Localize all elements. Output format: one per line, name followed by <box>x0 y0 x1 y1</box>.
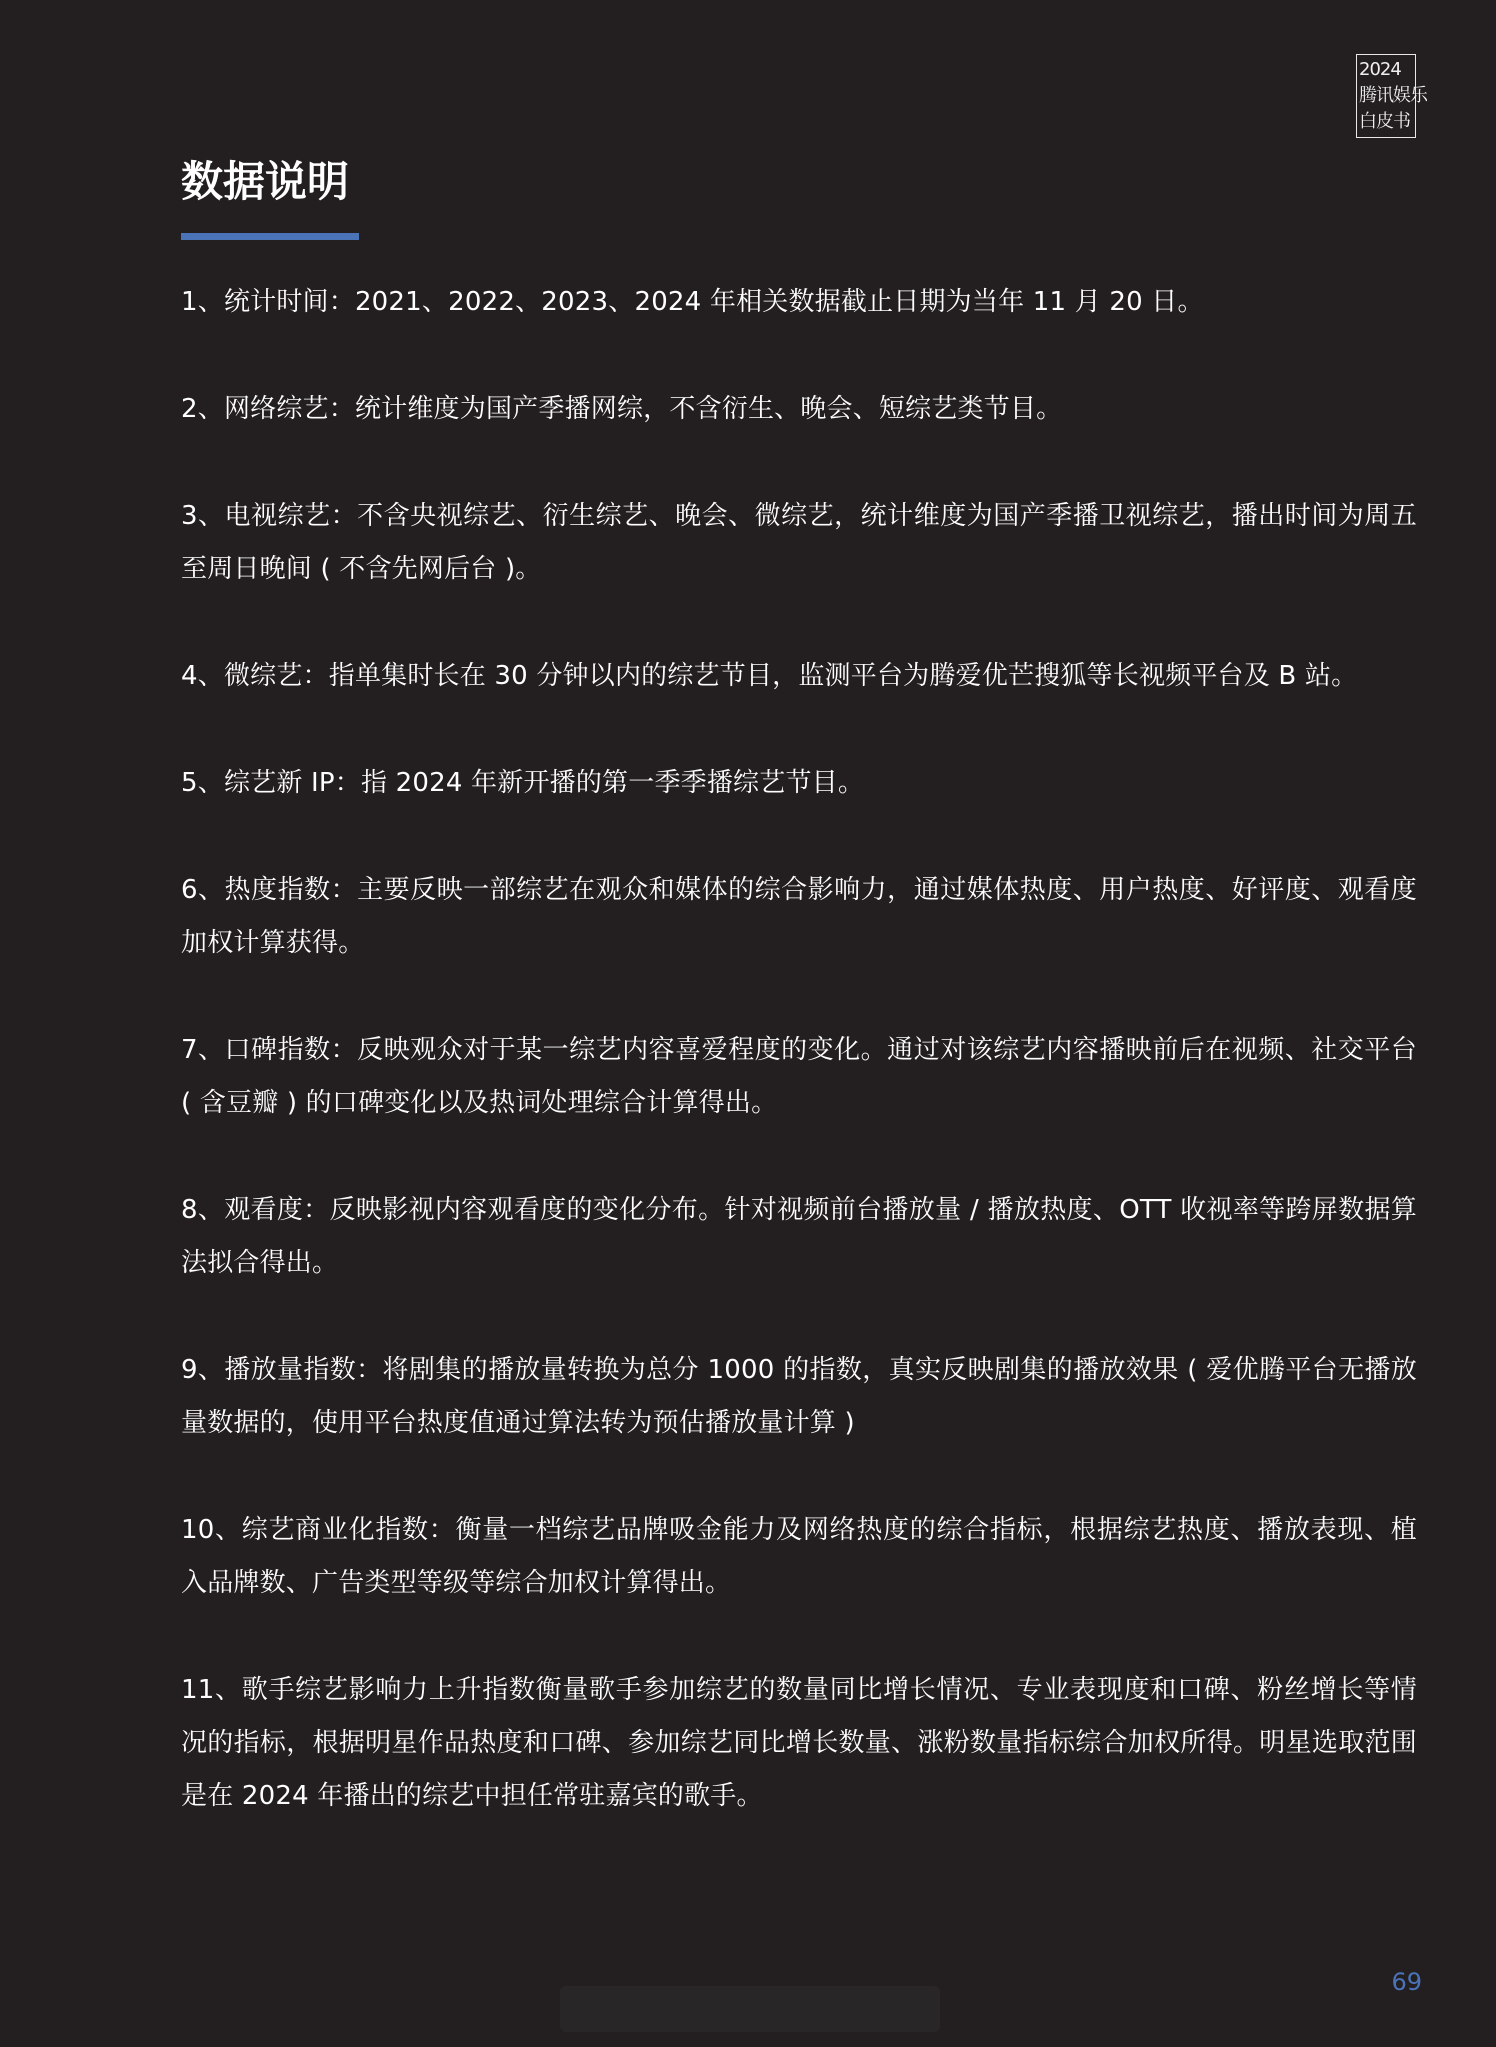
note-item-6: 6、热度指数：主要反映一部综艺在观众和媒体的综合影响力，通过媒体热度、用户热度、好评度、观看度加权计算获得。 <box>181 875 1417 958</box>
note-item-5: 5、综艺新 IP：指 2024 年新开播的第一季季播综艺节目。 <box>181 768 865 798</box>
logo-doc-type: 白皮书 <box>1359 111 1410 132</box>
note-item-10: 10、综艺商业化指数：衡量一档综艺品牌吸金能力及网络热度的综合指标，根据综艺热度、播放表现、植入品牌数、广告类型等级等综合加权计算得出。 <box>181 1515 1417 1598</box>
note-item-4: 4、微综艺：指单集时长在 30 分钟以内的综艺节目，监测平台为腾爱优芒搜狐等长视频平台及 B 站。 <box>181 661 1358 691</box>
note-item-3: 3、电视综艺：不含央视综艺、衍生综艺、晚会、微综艺，统计维度为国产季播卫视综艺，播出时间为周五至周日晚间 ( 不含先网后台 )。 <box>181 501 1417 584</box>
note-item-2: 2、网络综艺：统计维度为国产季播网综，不含衍生、晚会、短综艺类节目。 <box>181 394 1063 424</box>
page-title: 数据说明 <box>181 157 350 206</box>
title-underline <box>181 233 359 240</box>
data-notes-list <box>181 276 1417 1877</box>
note-item-9: 9、播放量指数：将剧集的播放量转换为总分 1000 的指数，真实反映剧集的播放效果 ( 爱优腾平台无播放量数据的，使用平台热度值通过算法转为预估播放量计算 ) <box>181 1355 1417 1438</box>
note-item-8: 8、观看度：反映影视内容观看度的变化分布。针对视频前台播放量 / 播放热度、OTT 收视率等跨屏数据算法拟合得出。 <box>181 1195 1417 1278</box>
faded-watermark <box>560 1986 940 2032</box>
note-item-11: 11、歌手综艺影响力上升指数衡量歌手参加综艺的数量同比增长情况、专业表现度和口碑、粉丝增长等情况的指标，根据明星作品热度和口碑、参加综艺同比增长数量、涨粉数量指标综合加权所得。明星选取范围是在 2024 年播出的综艺中担任常驻嘉宾的歌手。 <box>181 1675 1417 1811</box>
logo-brand: 腾讯娱乐 <box>1359 85 1427 106</box>
page-number: 69 <box>1391 1968 1422 1996</box>
whitepaper-logo <box>1356 54 1427 138</box>
note-item-7: 7、口碑指数：反映观众对于某一综艺内容喜爱程度的变化。通过对该综艺内容播映前后在视频、社交平台 ( 含豆瓣 ) 的口碑变化以及热词处理综合计算得出。 <box>181 1035 1417 1118</box>
note-item-1: 1、统计时间：2021、2022、2023、2024 年相关数据截止日期为当年 11 月 20 日。 <box>181 287 1204 317</box>
logo-year: 2024 <box>1359 59 1401 80</box>
